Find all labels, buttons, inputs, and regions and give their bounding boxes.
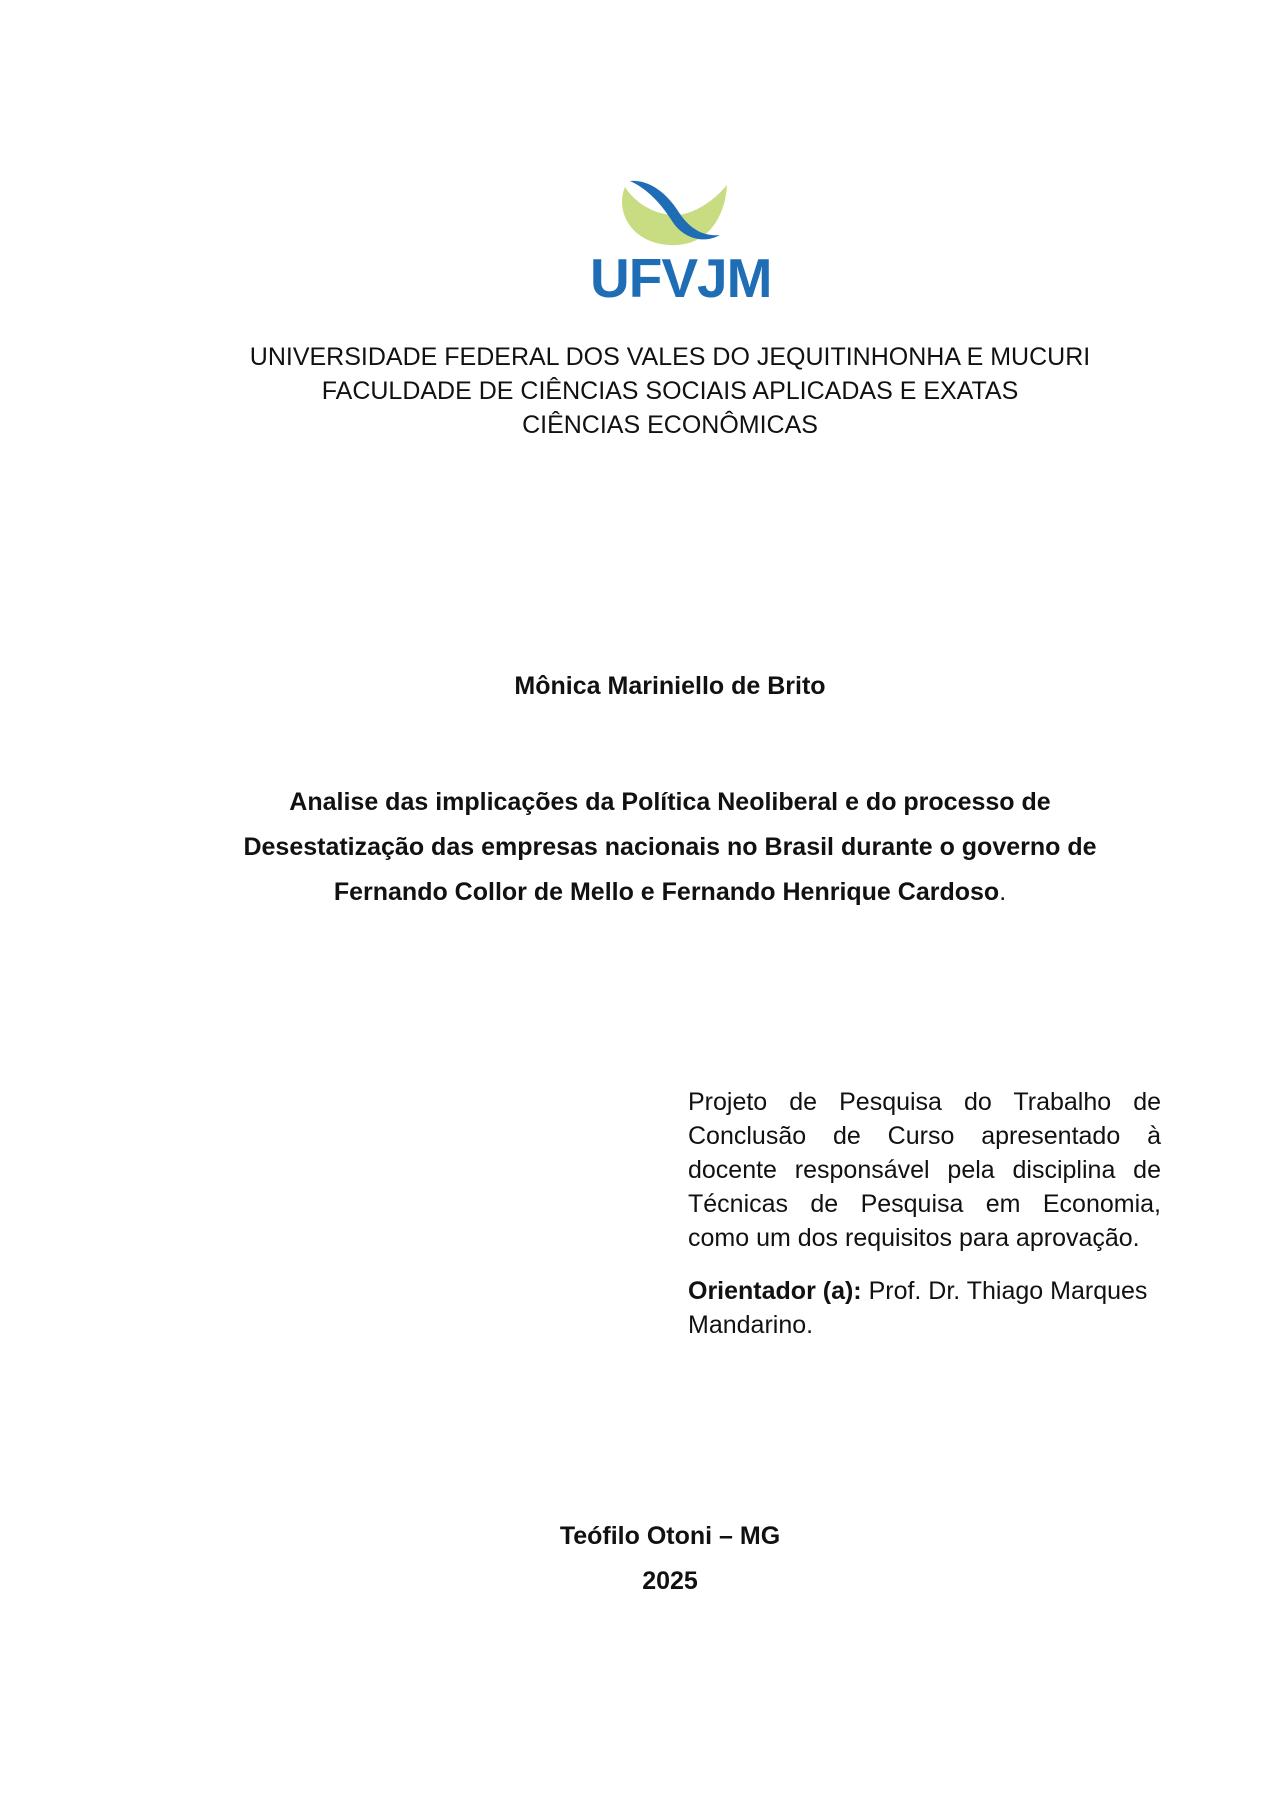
course-name: CIÊNCIAS ECONÔMICAS: [522, 411, 818, 439]
title-end-punctuation: .: [999, 878, 1007, 906]
title-line-3: Fernando Collor de Mello e Fernando Henrique Cardoso: [333, 878, 1000, 906]
title-line-2: Desestatização das empresas nacionais no Brasil durante o governo de: [243, 833, 1097, 861]
project-note: [688, 1085, 1161, 1255]
advisor-name: Prof. Dr. Thiago Marques Mandarino.: [688, 1277, 1148, 1339]
place-and-year: [0, 1514, 1280, 1604]
year: 2025: [642, 1567, 698, 1595]
university-logo: [590, 175, 772, 315]
author-name: Mônica Mariniello de Brito: [514, 672, 826, 700]
faculty-name: FACULDADE DE CIÊNCIAS SOCIAIS APLICADAS E EXATAS: [321, 377, 1019, 405]
university-name: UNIVERSIDADE FEDERAL DOS VALES DO JEQUITINHONHA E MUCURI: [249, 343, 1091, 371]
document-title: [0, 780, 1280, 915]
place: Teófilo Otoni – MG: [559, 1522, 781, 1550]
advisor-info: [688, 1274, 1161, 1342]
project-note-text: Projeto de Pesquisa do Trabalho de Conclusão de Curso apresentado à docente responsável pela disciplina de Técnicas de Pesquisa em Economia, como um dos requisitos para aprovação.: [688, 1088, 1161, 1252]
institution-header: [0, 340, 1280, 442]
logo-text: UFVJM: [590, 247, 772, 309]
leaf-wave-icon: [590, 175, 760, 255]
advisor-label: Orientador (a):: [688, 1277, 862, 1305]
title-line-1: Analise das implicações da Política Neoliberal e do processo de: [289, 788, 1051, 816]
